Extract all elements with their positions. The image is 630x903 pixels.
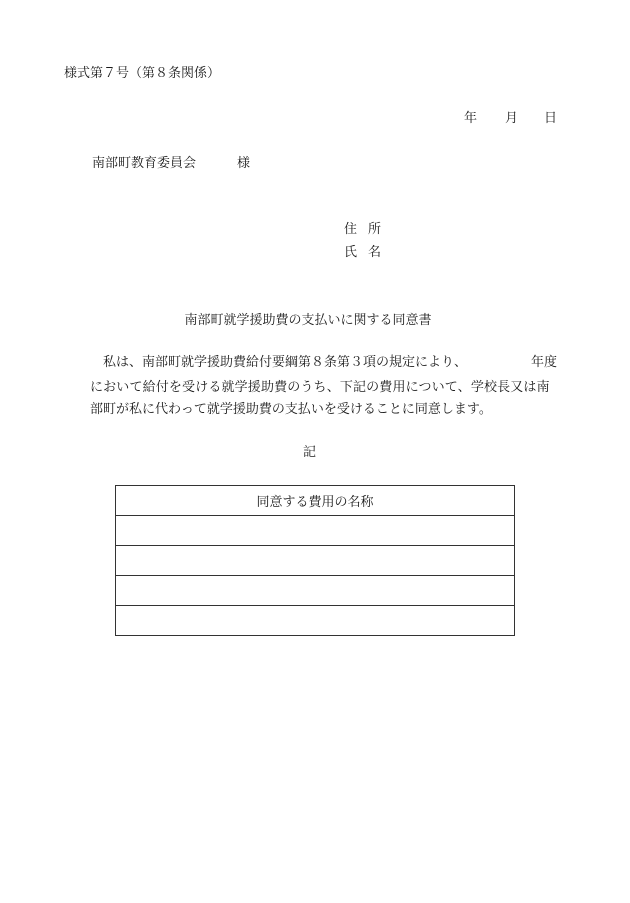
- ki-heading: 記: [303, 445, 317, 460]
- table-header-cell: 同意する費用の名称: [116, 486, 515, 516]
- name-label: 氏名: [344, 245, 393, 260]
- date-day-label: 日: [544, 111, 558, 126]
- table-row: [116, 606, 515, 636]
- body-line-2: において給付を受ける就学援助費のうち、下記の費用について、学校長又は南: [90, 380, 550, 395]
- table-row: [116, 546, 515, 576]
- document-title: [0, 314, 630, 327]
- table-cell: [116, 516, 515, 546]
- date-month-label: 月: [505, 111, 519, 126]
- table-cell: [116, 546, 515, 576]
- document-title-text: 南部町就学援助費の支払いに関する同意書: [184, 313, 432, 328]
- address-label: 住所: [344, 222, 393, 237]
- table-header-row: [116, 486, 515, 516]
- addressee-honorific: 様: [237, 156, 251, 171]
- form-number: 様式第７号（第８条関係）: [64, 66, 221, 81]
- consent-cost-table: [115, 485, 515, 636]
- body-line-3: 部町が私に代わって就学援助費の支払いを受けることに同意します。: [90, 402, 492, 417]
- table-row: [116, 516, 515, 546]
- body-line-1-fiscal-year: 年度: [531, 355, 558, 370]
- date-year-label: 年: [464, 111, 478, 126]
- table-row: [116, 576, 515, 606]
- table-cell: [116, 606, 515, 636]
- table-cell: [116, 576, 515, 606]
- addressee-name: 南部町教育委員会: [92, 156, 197, 171]
- body-line-1: 私は、南部町就学援助費給付要綱第８条第３項の規定により、: [103, 355, 468, 370]
